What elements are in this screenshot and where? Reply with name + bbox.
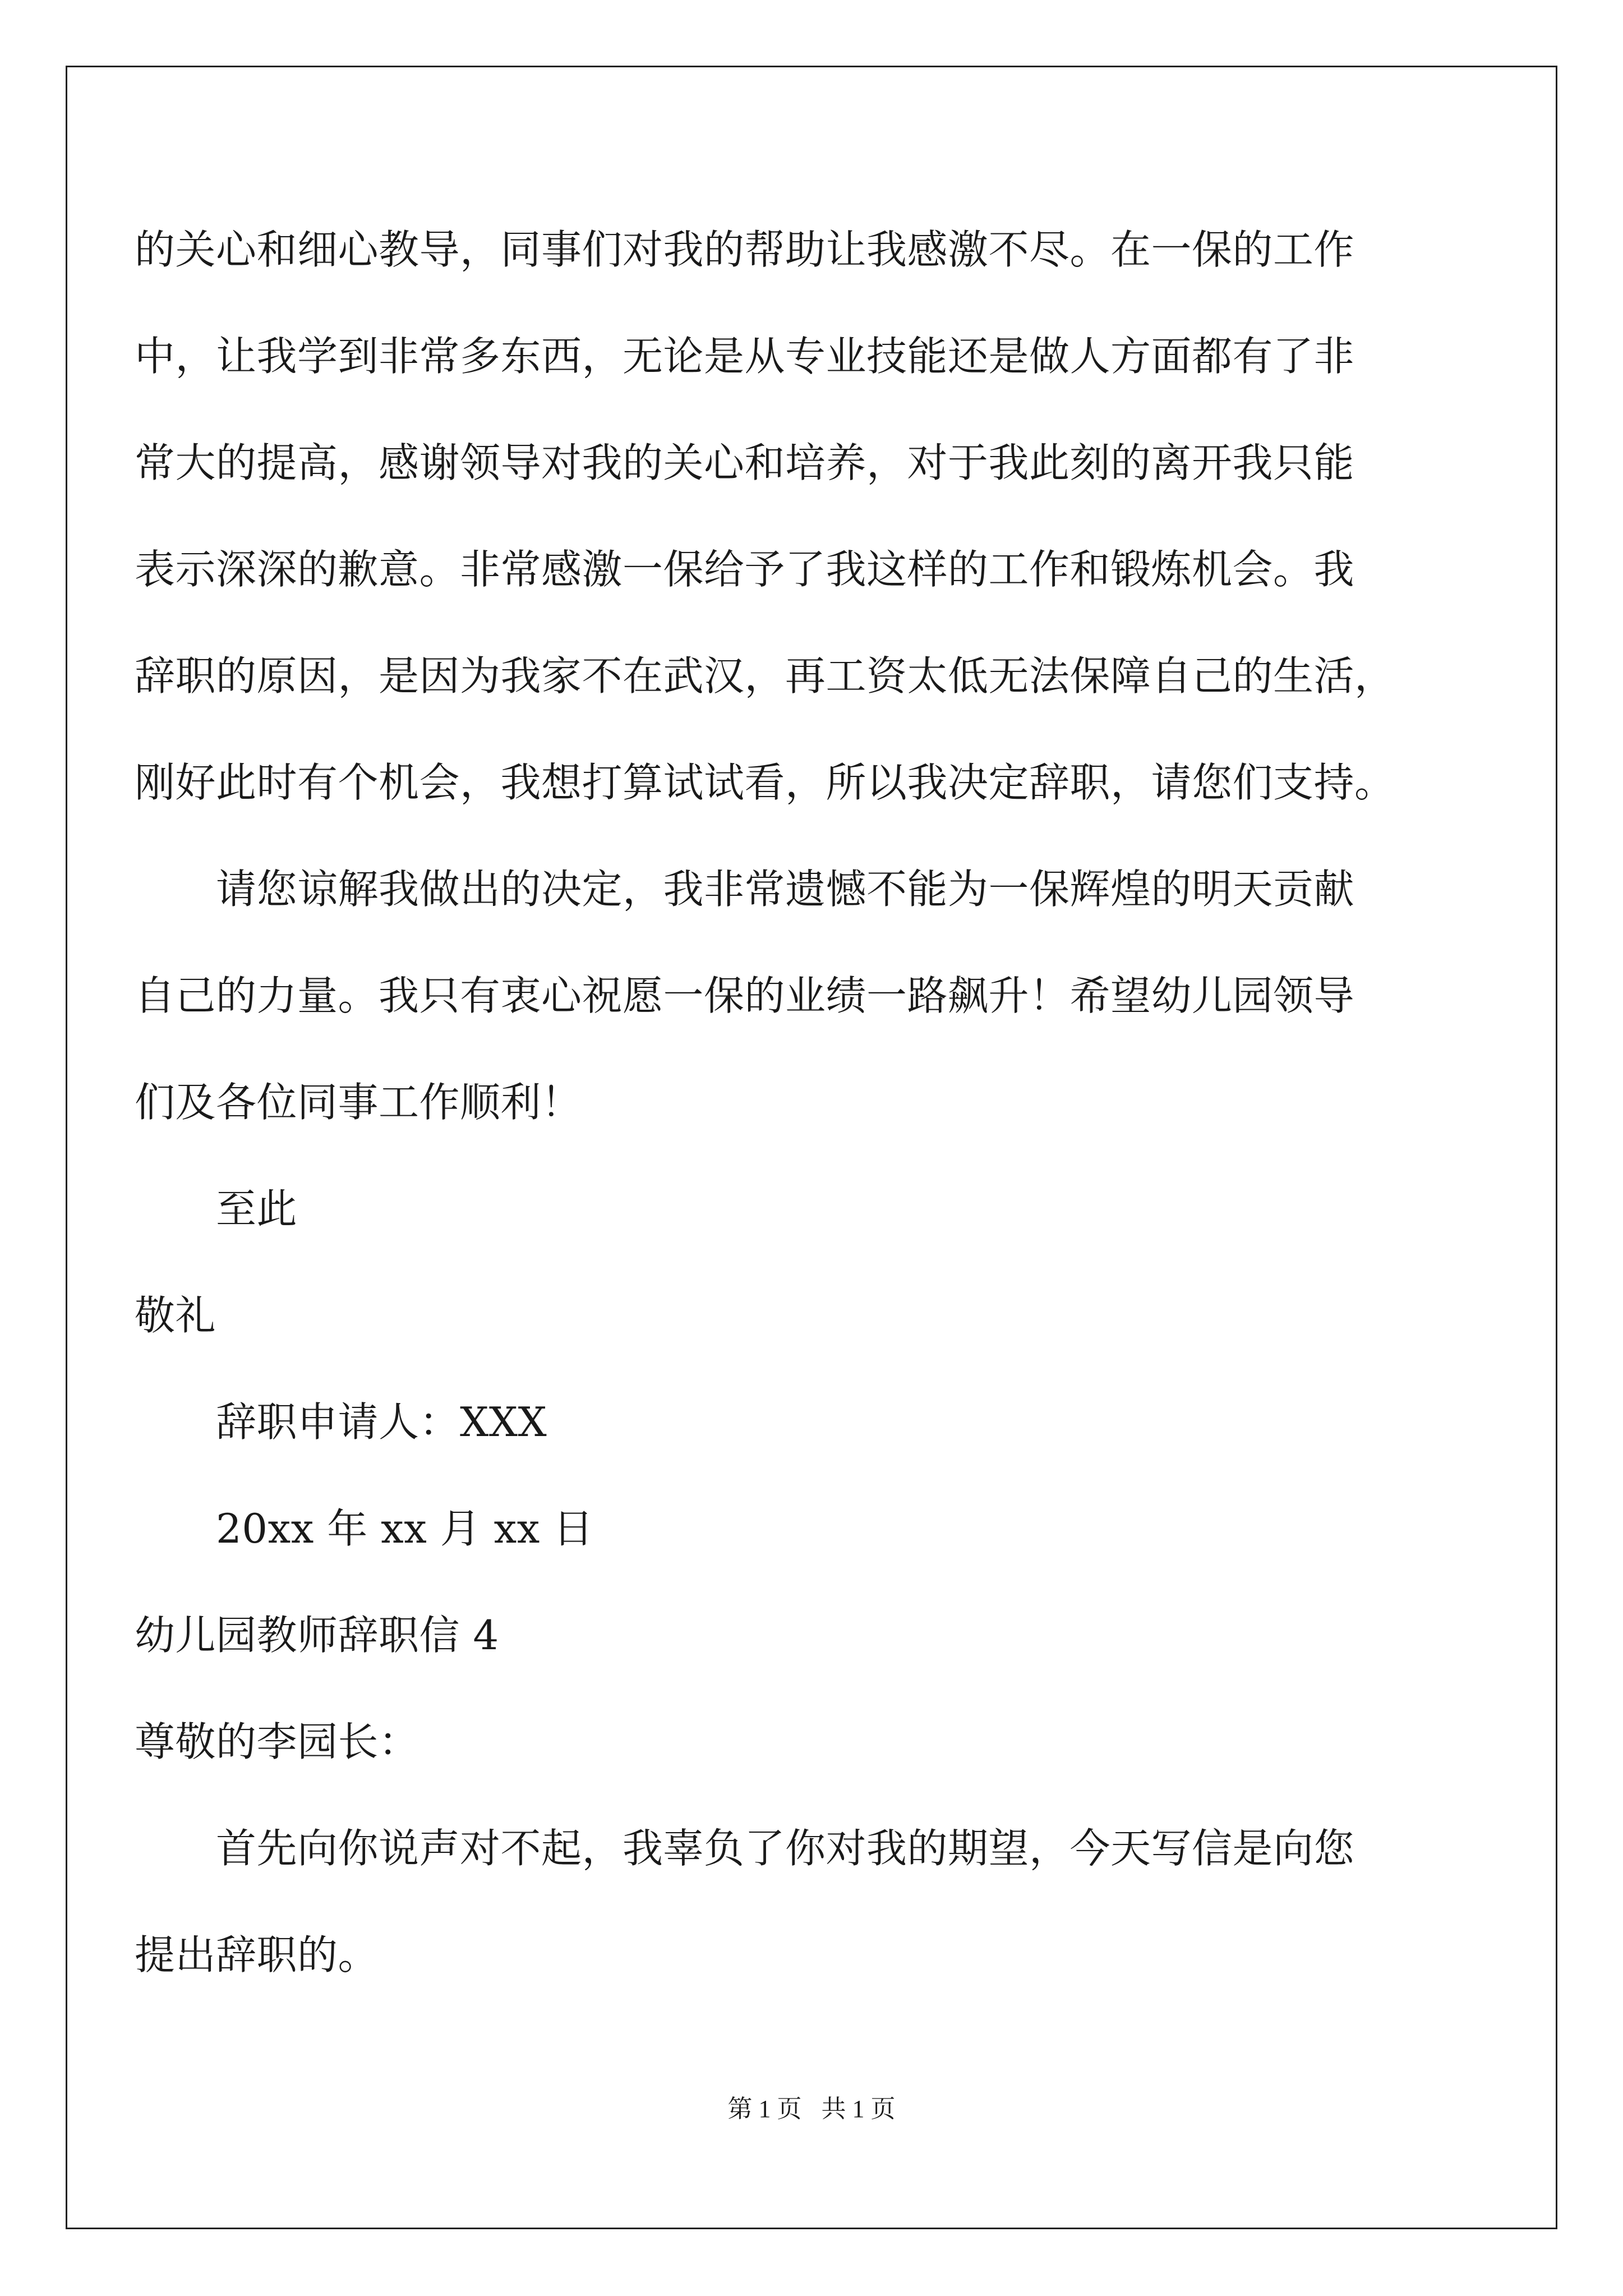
signature-applicant: 辞职申请人：XXX xyxy=(216,1398,547,1446)
page-count: 共 1 页 xyxy=(821,2095,896,2123)
body-line: 常大的提高，感谢领导对我的关心和培养，对于我此刻的离开我只能 xyxy=(135,439,1355,486)
closing-phrase: 至此 xyxy=(216,1185,298,1232)
page-number: 第 1 页 xyxy=(727,2095,802,2123)
body-line: 们及各位同事工作顺利！ xyxy=(135,1079,582,1126)
section-title: 幼儿园教师辞职信 4 xyxy=(135,1612,499,1659)
paragraph-start-line: 请您谅解我做出的决定，我非常遗憾不能为一保辉煌的明天贡献 xyxy=(216,866,1355,913)
page-border xyxy=(66,66,1557,2229)
letter-greeting: 尊敬的李园长： xyxy=(135,1718,419,1765)
body-line: 辞职的原因，是因为我家不在武汉，再工资太低无法保障自己的生活， xyxy=(135,652,1395,700)
body-line: 表示深深的歉意。非常感激一保给予了我这样的工作和锻炼机会。我 xyxy=(135,546,1355,593)
signature-date: 20xx 年 xx 月 xx 日 xyxy=(216,1505,594,1552)
body-line: 自己的力量。我只有衷心祝愿一保的业绩一路飙升！希望幼儿园领导 xyxy=(135,972,1355,1019)
body-line: 提出辞职的。 xyxy=(135,1931,379,1978)
body-line: 刚好此时有个机会，我想打算试试看，所以我决定辞职，请您们支持。 xyxy=(135,759,1395,806)
body-line: 中，让我学到非常多东西，无论是从专业技能还是做人方面都有了非 xyxy=(135,333,1355,380)
paragraph-start-line: 首先向你说声对不起，我辜负了你对我的期望，今天写信是向您 xyxy=(216,1825,1355,1872)
page-footer xyxy=(0,2092,1623,2126)
body-line: 的关心和细心教导，同事们对我的帮助让我感激不尽。在一保的工作 xyxy=(135,226,1355,273)
salutation-closing: 敬礼 xyxy=(135,1292,216,1339)
